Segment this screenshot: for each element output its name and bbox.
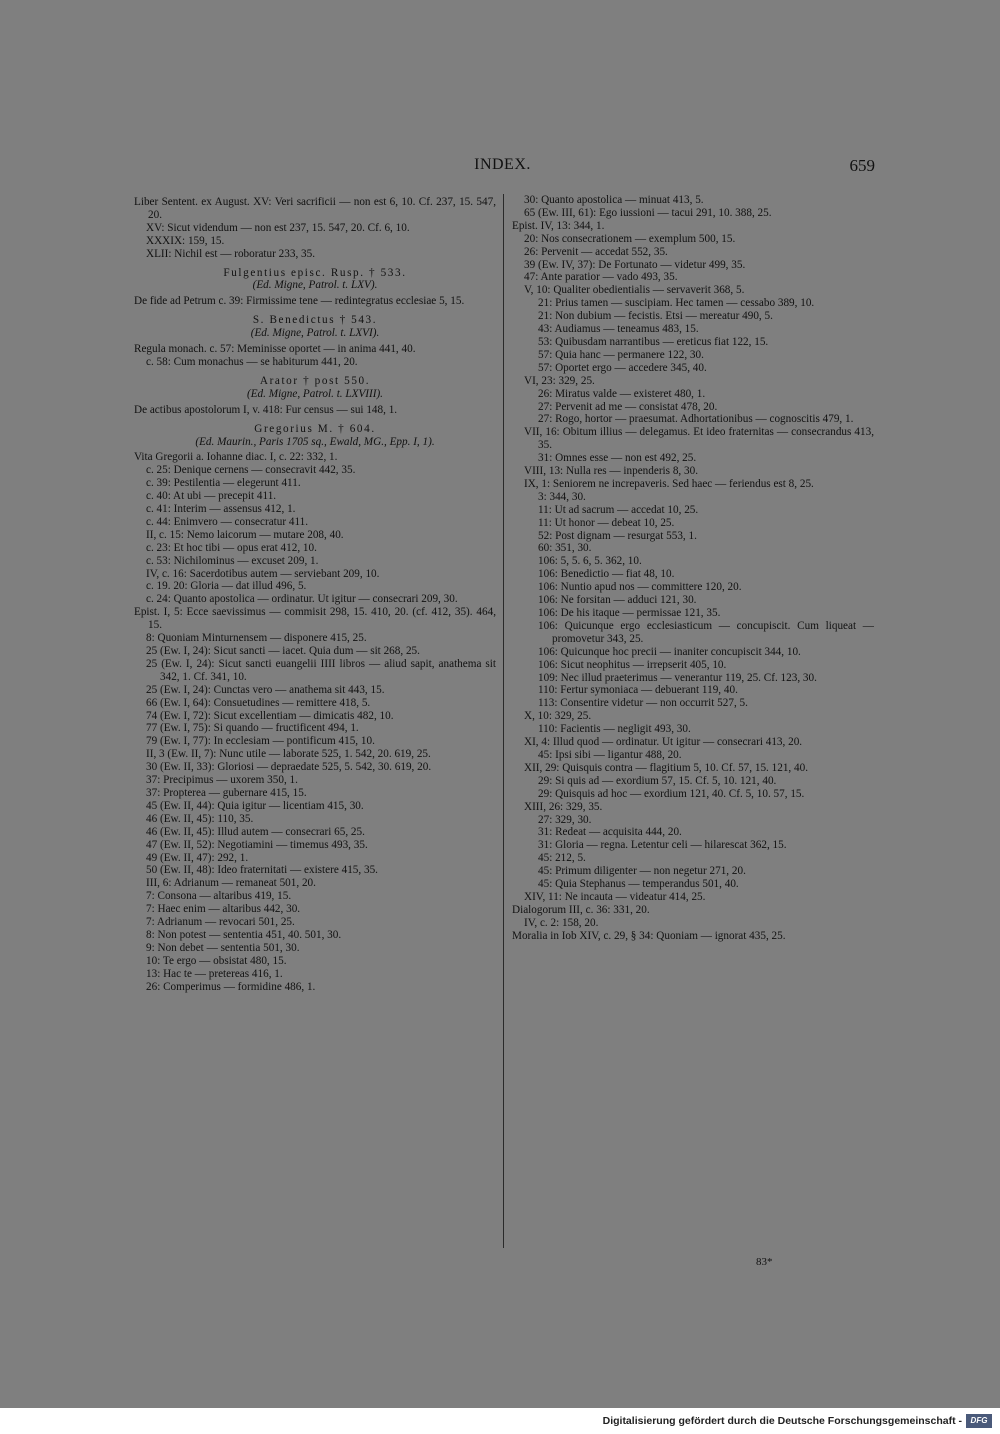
index-entry: 3: 344, 30.	[538, 490, 586, 503]
section-heading: Gregorius M. † 604.	[254, 422, 376, 435]
index-entry: c. 25: Denique cernens — consecravit 442, 35.	[146, 464, 356, 477]
index-entry: 11: Ut honor — debeat 10, 25.	[538, 516, 675, 529]
index-entry: 39 (Ew. IV, 37): De Fortunato — videtur 499, 35.	[524, 258, 746, 271]
index-entry: 106: Quicunque ergo ecclesiasticum — concupiscit. Cum liqueat — promovetur 343, 25.	[538, 619, 874, 645]
index-entry: VI, 23: 329, 25.	[524, 374, 595, 387]
index-entry: 47 (Ew. II, 52): Negotiamini — timemus 493, 35.	[146, 838, 368, 851]
page-title: INDEX.	[474, 156, 531, 173]
index-entry: XIV, 11: Ne incauta — videatur 414, 25.	[524, 890, 706, 903]
section-heading: Arator † post 550.	[259, 374, 371, 387]
index-entry: c. 39: Pestilentia — elegerunt 411.	[146, 477, 301, 490]
index-entry: 45: Ipsi sibi — ligantur 488, 20.	[538, 748, 682, 761]
index-entry: 109: Nec illud praeterimus — venerantur 119, 25. Cf. 123, 30.	[538, 671, 817, 684]
index-entry: 26: Comperimus — formidine 486, 1.	[146, 980, 316, 993]
index-entry: II, c. 15: Nemo laicorum — mutare 208, 40.	[146, 528, 344, 541]
index-entry: 21: Prius tamen — suscipiam. Hec tamen — cessabo 389, 10.	[538, 297, 815, 310]
index-entry: IX, 1: Seniorem ne increpaveris. Sed haec — feriendus est 8, 25.	[524, 477, 814, 490]
index-entry: 26: Pervenit — accedat 552, 35.	[524, 245, 668, 258]
index-entry: c. 53: Nichilominus — excuset 209, 1.	[146, 554, 319, 567]
index-entry: 77 (Ew. I, 75): Si quando — fructificent 494, 1.	[146, 722, 359, 735]
index-entry: Epist. IV, 13: 344, 1.	[512, 219, 605, 232]
index-entry: 57: Oportet ergo — accedere 345, 40.	[538, 361, 707, 374]
index-entry: 47: Ante paratior — vado 493, 35.	[524, 271, 678, 284]
index-entry: 8: Non potest — sententia 451, 40. 501, 30.	[146, 928, 342, 941]
index-entry: 52: Post dignam — resurgat 553, 1.	[538, 529, 697, 542]
index-entry: V, 10: Qualiter obedientialis — servaverit 368, 5.	[524, 284, 745, 297]
index-entry: II, 3 (Ew. II, 7): Nunc utile — laborate 525, 1. 542, 20. 619, 25.	[146, 748, 431, 761]
index-entry: 45 (Ew. II, 44): Quia igitur — licentiam 415, 30.	[146, 799, 364, 812]
index-entry: c. 19. 20: Gloria — dat illud 496, 5.	[146, 580, 307, 593]
index-entry: Moralia in Iob XIV, c. 29, § 34: Quoniam — ignorat 435, 25.	[512, 929, 786, 942]
footer-text: Digitalisierung gefördert durch die Deutsche Forschungsgemeinschaft -	[602, 1415, 962, 1427]
index-entry: VII, 16: Obitum illius — delegamus. Et ideo fraternitas — consecrandus 413, 35.	[524, 426, 874, 452]
index-entry: De fide ad Petrum c. 39: Firmissime tene — redintegratus ecclesiae 5, 15.	[134, 295, 465, 308]
index-entry: 45: Primum diligenter — non negetur 271, 20.	[538, 865, 746, 878]
index-entry: 45: 212, 5.	[538, 852, 586, 865]
index-entry: 31: Redeat — acquisita 444, 20.	[538, 826, 682, 839]
section-heading: (Ed. Migne, Patrol. t. LXV).	[252, 279, 378, 292]
index-entry: 25 (Ew. I, 24): Sicut sancti — iacet. Quia dum — sit 268, 25.	[146, 645, 420, 657]
index-entry: 45: Quia Stephanus — temperandus 501, 40.	[538, 878, 739, 891]
index-entry: XIII, 26: 329, 35.	[524, 800, 603, 813]
section-heading: Fulgentius episc. Rusp. † 533.	[223, 266, 407, 279]
index-entry: 7: Adrianum — revocari 501, 25.	[146, 916, 295, 929]
index-entry: 53: Quibusdam narrantibus — ereticus fiat 122, 15.	[538, 335, 769, 348]
page-header	[130, 156, 875, 180]
index-entry: 106: Ne forsitan — adduci 121, 30.	[538, 594, 697, 607]
index-entry: 106: 5, 5. 6, 5. 362, 10.	[538, 555, 642, 568]
index-entry: 27: Pervenit ad me — consistat 478, 20.	[538, 400, 718, 413]
index-entry: XI, 4: Illud quod — ordinatur. Ut igitur — consecrari 413, 20.	[524, 736, 803, 749]
index-entry: 110: Facientis — negligit 493, 30.	[538, 723, 691, 736]
index-entry: c. 58: Cum monachus — se habiturum 441, 20.	[146, 355, 358, 368]
index-entry: XV: Sicut videndum — non est 237, 15. 547, 20. Cf. 6, 10.	[146, 221, 410, 234]
index-entry: 31: Omnes esse — non est 492, 25.	[538, 452, 697, 465]
index-entry: 30 (Ew. II, 33): Gloriosi — depraedate 525, 5. 542, 30. 619, 20.	[146, 761, 432, 774]
index-entry: 66 (Ew. I, 64): Consuetudines — remittere 418, 5.	[146, 696, 371, 709]
index-entry: XLII: Nichil est — roboratur 233, 35.	[146, 247, 316, 260]
index-entry: 26: Miratus valde — existeret 480, 1.	[538, 387, 706, 400]
right-column	[512, 194, 874, 943]
index-entry: 25 (Ew. I, 24): Cunctas vero — anathema sit 443, 15.	[146, 683, 385, 696]
index-entry: 113: Consentire videtur — non occurrit 527, 5.	[538, 697, 748, 710]
dfg-logo: DFG	[966, 1414, 992, 1428]
index-entry: 57: Quia hanc — permanere 122, 30.	[538, 348, 704, 361]
page-number: 659	[849, 156, 875, 175]
index-entry: 30: Quanto apostolica — minuat 413, 5.	[524, 194, 704, 206]
index-entry: 65 (Ew. III, 61): Ego iussioni — tacui 291, 10. 388, 25.	[524, 206, 772, 219]
funding-footer	[0, 1408, 1000, 1434]
signature-mark: 83*	[756, 1256, 773, 1268]
index-entry: c. 40: At ubi — precepit 411.	[146, 490, 277, 503]
index-entry: 37: Propterea — gubernare 415, 15.	[146, 786, 307, 799]
index-entry: VIII, 13: Nulla res — inpenderis 8, 30.	[524, 465, 698, 478]
index-entry: 31: Gloria — regna. Letentur celi — hilarescat 362, 15.	[538, 839, 787, 852]
index-entry: 7: Consona — altaribus 419, 15.	[146, 890, 292, 903]
index-entry: 7: Haec enim — altaribus 442, 30.	[146, 903, 301, 916]
index-entry: 37: Precipimus — uxorem 350, 1.	[146, 774, 298, 787]
index-entry: III, 6: Adrianum — remaneat 501, 20.	[146, 877, 316, 890]
index-entry: 27: 329, 30.	[538, 813, 592, 826]
index-entry: c. 41: Interim — assensus 412, 1.	[146, 503, 296, 516]
index-entry: X, 10: 329, 25.	[524, 710, 592, 723]
index-entry: c. 23: Et hoc tibi — opus erat 412, 10.	[146, 541, 317, 554]
index-entry: 43: Audiamus — teneamus 483, 15.	[538, 323, 699, 336]
index-entry: XXXIX: 159, 15.	[146, 234, 225, 247]
index-entry: Regula monach. c. 57: Meminisse oportet — in anima 441, 40.	[134, 343, 416, 356]
index-entry: 46 (Ew. II, 45): 110, 35.	[146, 812, 254, 825]
index-entry: Dialogorum III, c. 36: 331, 20.	[512, 903, 650, 916]
index-entry: 79 (Ew. I, 77): In ecclesiam — pontificum 415, 10.	[146, 735, 375, 748]
index-entry: 106: Nuntio apud nos — committere 120, 20.	[538, 581, 742, 594]
section-heading: S. Benedictus † 543.	[252, 314, 378, 327]
index-entry: Epist. I, 5: Ecce saevissimus — commisit 298, 15. 410, 20. (cf. 412, 35). 464, 15.	[134, 606, 496, 632]
index-entry: 46 (Ew. II, 45): Illud autem — consecrari 65, 25.	[146, 825, 365, 838]
index-entry: 10: Te ergo — obsistat 480, 15.	[146, 954, 287, 967]
index-entry: 27: Rogo, hortor — praesumat. Adhortationibus — cognoscitis 479, 1.	[538, 413, 854, 426]
index-entry: 21: Non dubium — fecistis. Etsi — mereatur 490, 5.	[538, 310, 773, 323]
index-entry: c. 44: Enimvero — consecratur 411.	[146, 515, 309, 528]
column-divider	[503, 194, 504, 1248]
index-entry: 106: Benedictio — fiat 48, 10.	[538, 568, 675, 581]
left-column	[134, 196, 496, 993]
index-entry: 29: Quisquis ad hoc — exordium 121, 40. Cf. 5, 10. 57, 15.	[538, 787, 805, 800]
index-entry: 50 (Ew. II, 48): Ideo fraternitati — existere 415, 35.	[146, 864, 378, 877]
index-entry: XII, 29: Quisquis contra — flagitium 5, 10. Cf. 57, 15. 121, 40.	[524, 761, 809, 774]
index-entry: De actibus apostolorum I, v. 418: Fur census — sui 148, 1.	[134, 403, 398, 416]
index-entry: 106: Sicut neophitus — irrepserit 405, 10.	[538, 658, 727, 671]
index-entry: 13: Hac te — pretereas 416, 1.	[146, 967, 283, 980]
index-entry: 110: Fertur symoniaca — debuerant 119, 40.	[538, 684, 738, 697]
section-heading: (Ed. Maurin., Paris 1705 sq., Ewald, MG., Epp. I, 1).	[195, 435, 435, 448]
index-entry: 9: Non debet — sententia 501, 30.	[146, 941, 300, 954]
index-entry: IV, c. 2: 158, 20.	[524, 916, 599, 929]
index-entry: 106: Quicunque hoc precii — inaniter concupiscit 344, 10.	[538, 645, 801, 658]
index-entry: 11: Ut ad sacrum — accedat 10, 25.	[538, 503, 699, 516]
index-entry: 49 (Ew. II, 47): 292, 1.	[146, 851, 249, 864]
index-entry: IV, c. 16: Sacerdotibus autem — serviebant 209, 10.	[146, 567, 380, 580]
section-heading: (Ed. Migne, Patrol. t. LXVIII).	[247, 387, 383, 400]
index-entry: 60: 351, 30.	[538, 542, 592, 555]
index-entry: 106: De his itaque — permissae 121, 35.	[538, 607, 721, 619]
index-entry: c. 24: Quanto apostolica — ordinatur. Ut igitur — consecrari 209, 30.	[146, 593, 458, 606]
section-heading: (Ed. Migne, Patrol. t. LXVI).	[250, 327, 380, 340]
index-entry: 20: Nos consecrationem — exemplum 500, 15.	[524, 232, 736, 245]
index-entry: 8: Quoniam Minturnensem — disponere 415, 25.	[146, 632, 367, 645]
index-entry: Liber Sentent. ex August. XV: Veri sacrificii — non est 6, 10. Cf. 237, 15. 547, 20.	[134, 196, 496, 221]
index-entry: Vita Gregorii a. Iohanne diac. I, c. 22: 332, 1.	[134, 451, 338, 464]
index-entry: 29: Si quis ad — exordium 57, 15. Cf. 5, 10. 121, 40.	[538, 774, 777, 787]
index-entry: 25 (Ew. I, 24): Sicut sancti euangelii IIII libros — aliud sapit, anathema sit 342, 1. Cf. 341, 10.	[146, 657, 496, 683]
index-entry: 74 (Ew. I, 72): Sicut excellentiam — dimicatis 482, 10.	[146, 709, 394, 722]
